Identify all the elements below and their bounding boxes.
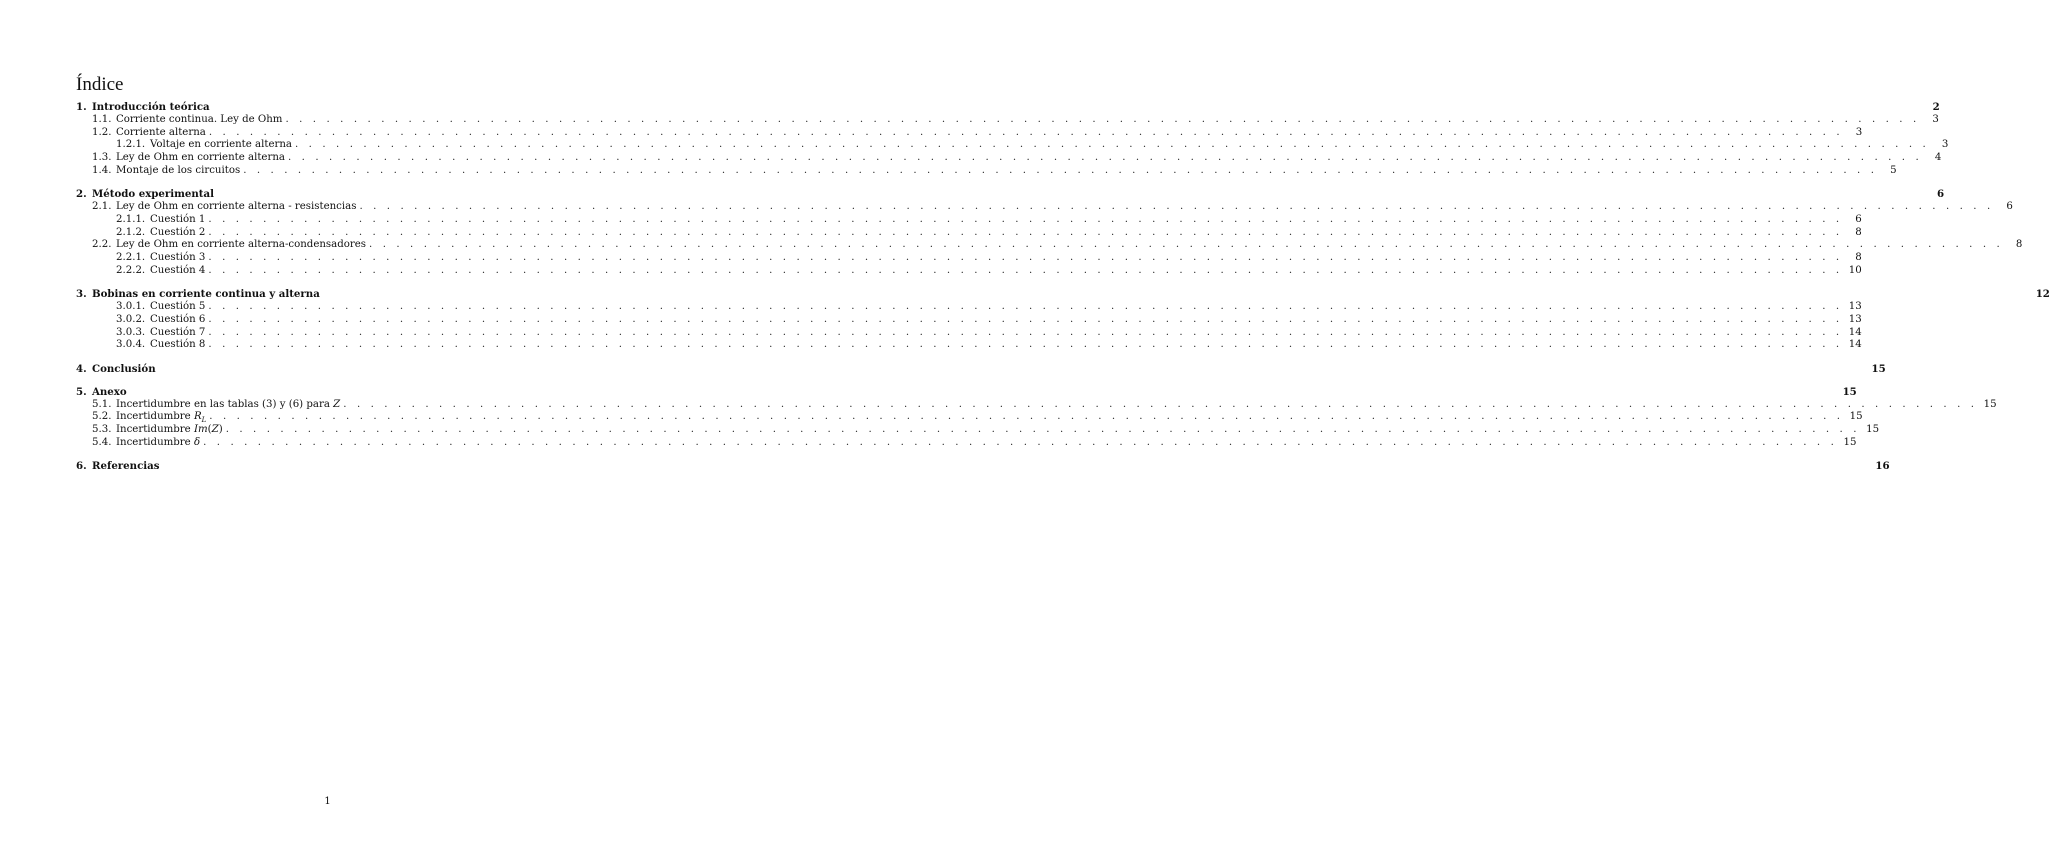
toc-entry-label: Corriente alterna: [116, 126, 206, 138]
table-of-contents: [76, 101, 2050, 473]
toc-entry-number: 1.4.: [92, 164, 112, 176]
dot-leader: . . . . . . . . . . . . . . . . . . . . . . . . . . . . . . . . . . . . . . . . . . . . . . . . . . . . . . . . . . . . . . . . . . . . . . . . . . . . . . . . . . . . . . . . . . . . . . . . . . . . . . . . . . . . . . . . . . . . . . . .: [209, 411, 1844, 423]
toc-subsubsection[interactable]: [76, 313, 1862, 327]
toc-entry-page: 15: [1866, 424, 1880, 436]
toc-entry-page: 4: [1934, 152, 1942, 164]
toc-entry-number: 2.2.: [92, 239, 112, 251]
dot-leader: . . . . . . . . . . . . . . . . . . . . . . . . . . . . . . . . . . . . . . . . . . . . . . . . . . . . . . . . . . . . . . . . . . . . . . . . . . . . . . . . . . . . . . . . . . . . . . . . . . . . . . . . . . . . . . . . . . . . . . . .: [343, 398, 1978, 410]
dot-leader: . . . . . . . . . . . . . . . . . . . . . . . . . . . . . . . . . . . . . . . . . . . . . . . . . . . . . . . . . . . . . . . . . . . . . . . . . . . . . . . . . . . . . . . . . . . . . . . . . . . . . . . . . . . . . . . . . . . . . . . .: [208, 226, 1843, 238]
toc-subsubsection[interactable]: [76, 300, 1862, 314]
toc-entry-number: 3.0.2.: [116, 313, 146, 325]
toc-entry-page: 14: [1848, 326, 1862, 338]
toc-entry-page: 13: [1848, 300, 1862, 312]
toc-entry-number: 5.2.: [92, 411, 112, 423]
dot-leader: . . . . . . . . . . . . . . . . . . . . . . . . . . . . . . . . . . . . . . . . . . . . . . . . . . . . . . . . . . . . . . . . . . . . . . . . . . . . . . . . . . . . . . . . . . . . . . . . . . . . . . . . . . . . . . . . . . . . . . . .: [285, 113, 1920, 125]
toc-entry-label: Cuestión 7: [150, 326, 206, 338]
toc-entry-number: 5.1.: [92, 398, 112, 410]
toc-subsection[interactable]: [76, 200, 2013, 214]
toc-entry-number: 5.: [76, 385, 87, 398]
toc-subsection[interactable]: [76, 424, 1880, 437]
toc-entry-label: Cuestión 6: [150, 313, 206, 325]
toc-entry-label: Corriente continua. Ley de Ohm: [116, 113, 283, 125]
toc-entry-label: Cuestión 4: [150, 264, 206, 276]
dot-leader: . . . . . . . . . . . . . . . . . . . . . . . . . . . . . . . . . . . . . . . . . . . . . . . . . . . . . . . . . . . . . . . . . . . . . . . . . . . . . . . . . . . . . . . . . . . . . . . . . . . . . . . . . . . . . . . . . . . . . . . .: [243, 164, 1878, 176]
dot-leader: . . . . . . . . . . . . . . . . . . . . . . . . . . . . . . . . . . . . . . . . . . . . . . . . . . . . . . . . . . . . . . . . . . . . . . . . . . . . . . . . . . . . . . . . . . . . . . . . . . . . . . . . . . . . . . . . . . . . . . . .: [208, 126, 1844, 138]
toc-entry-label: Ley de Ohm en corriente alterna: [116, 152, 285, 164]
toc-entry-number: 3.: [76, 288, 87, 301]
toc-subsection[interactable]: [76, 126, 1863, 140]
toc-entry-page: 8: [1855, 226, 1862, 238]
toc-section[interactable]: [76, 101, 1940, 114]
dot-leader: . . . . . . . . . . . . . . . . . . . . . . . . . . . . . . . . . . . . . . . . . . . . . . . . . . . . . . . . . . . . . . . . . . . . . . . . . . . . . . . . . . . . . . . . . . . . . . . . . . . . . . . . . . . . . . . . . . . . . . . .: [287, 152, 1923, 164]
toc-entry-page: 2: [1932, 101, 1940, 113]
toc-entry-page: 3: [1941, 139, 1949, 151]
toc-entry-page: 16: [1875, 460, 1890, 473]
toc-section[interactable]: [76, 362, 1886, 376]
toc-entry-page: 14: [1848, 339, 1862, 351]
toc-subsection[interactable]: [76, 113, 1939, 127]
toc-entry-label: Anexo: [92, 385, 127, 398]
toc-subsubsection[interactable]: [76, 339, 1862, 352]
toc-entry-label: Cuestión 3: [150, 252, 206, 264]
toc-entry-label: Incertidumbre $R_L$: [116, 411, 207, 425]
toc-entry-number: 1.2.: [92, 126, 112, 138]
toc-entry-page: 15: [1871, 362, 1886, 375]
dot-leader: . . . . . . . . . . . . . . . . . . . . . . . . . . . . . . . . . . . . . . . . . . . . . . . . . . . . . . . . . . . . . . . . . . . . . . . . . . . . . . . . . . . . . . . . . . . . . . . . . . . . . . . . . . . . . . . . . . . . . . . .: [208, 300, 1843, 312]
toc-entry-number: 1.3.: [92, 152, 112, 164]
dot-leader: . . . . . . . . . . . . . . . . . . . . . . . . . . . . . . . . . . . . . . . . . . . . . . . . . . . . . . . . . . . . . . . . . . . . . . . . . . . . . . . . . . . . . . . . . . . . . . . . . . . . . . . . . . . . . . . . . . . . . . . .: [208, 264, 1843, 276]
dot-leader: . . . . . . . . . . . . . . . . . . . . . . . . . . . . . . . . . . . . . . . . . . . . . . . . . . . . . . . . . . . . . . . . . . . . . . . . . . . . . . . . . . . . . . . . . . . . . . . . . . . . . . . . . . . . . . . . . . . . . . . .: [359, 200, 1994, 212]
dot-leader: . . . . . . . . . . . . . . . . . . . . . . . . . . . . . . . . . . . . . . . . . . . . . . . . . . . . . . . . . . . . . . . . . . . . . . . . . . . . . . . . . . . . . . . . . . . . . . . . . . . . . . . . . . . . . . . . . . . . . . . .: [203, 436, 1838, 448]
toc-section[interactable]: [76, 188, 1945, 201]
dot-leader: . . . . . . . . . . . . . . . . . . . . . . . . . . . . . . . . . . . . . . . . . . . . . . . . . . . . . . . . . . . . . . . . . . . . . . . . . . . . . . . . . . . . . . . . . . . . . . . . . . . . . . . . . . . . . . . . . . . . . . . .: [369, 239, 2004, 251]
toc-entry-label: Voltaje en corriente alterna: [150, 139, 292, 151]
toc-entry-number: 2.: [76, 188, 87, 201]
toc-entry-number: 3.0.3.: [116, 326, 146, 338]
toc-entry-number: 2.1.1.: [116, 213, 146, 225]
toc-entry-label: Cuestión 5: [150, 300, 206, 312]
toc-entry-label: Incertidumbre δ: [116, 436, 201, 448]
dot-leader: . . . . . . . . . . . . . . . . . . . . . . . . . . . . . . . . . . . . . . . . . . . . . . . . . . . . . . . . . . . . . . . . . . . . . . . . . . . . . . . . . . . . . . . . . . . . . . . . . . . . . . . . . . . . . . . . . . . . . . . .: [208, 326, 1843, 338]
dot-leader: . . . . . . . . . . . . . . . . . . . . . . . . . . . . . . . . . . . . . . . . . . . . . . . . . . . . . . . . . . . . . . . . . . . . . . . . . . . . . . . . . . . . . . . . . . . . . . . . . . . . . . . . . . . . . . . . . . . . . . . .: [208, 313, 1843, 325]
toc-entry-page: 15: [1842, 385, 1857, 398]
toc-entry-page: 15: [1983, 398, 1997, 410]
toc-entry-page: 12: [2035, 288, 2050, 301]
toc-entry-number: 2.2.1.: [116, 252, 146, 264]
toc-entry-label: Método experimental: [92, 188, 214, 201]
toc-entry-page: 3: [1855, 126, 1863, 138]
toc-subsubsection[interactable]: [76, 139, 1949, 152]
toc-entry-label: Bobinas en corriente continua y alterna: [92, 288, 320, 301]
toc-entry-page: 15: [1849, 411, 1863, 423]
page-title: Índice: [76, 74, 124, 95]
dot-leader: . . . . . . . . . . . . . . . . . . . . . . . . . . . . . . . . . . . . . . . . . . . . . . . . . . . . . . . . . . . . . . . . . . . . . . . . . . . . . . . . . . . . . . . . . . . . . . . . . . . . . . . . . . . . . . . . . . . . . . . .: [208, 213, 1843, 225]
toc-entry-number: 3.0.4.: [116, 339, 146, 351]
toc-entry-number: 3.0.1.: [116, 300, 146, 312]
toc-entry-number: 5.4.: [92, 436, 112, 448]
toc-subsubsection[interactable]: [76, 226, 1862, 240]
toc-section[interactable]: [76, 288, 2050, 301]
dot-leader: . . . . . . . . . . . . . . . . . . . . . . . . . . . . . . . . . . . . . . . . . . . . . . . . . . . . . . . . . . . . . . . . . . . . . . . . . . . . . . . . . . . . . . . . . . . . . . . . . . . . . . . . . . . . . . . . . . . . . . . .: [294, 139, 1930, 151]
toc-entry-label: Ley de Ohm en corriente alterna-condensadores: [116, 239, 367, 251]
toc-subsubsection[interactable]: [76, 252, 1862, 265]
toc-subsection[interactable]: [76, 152, 1942, 165]
toc-entry-label: Incertidumbre en las tablas (3) y (6) para Z: [116, 398, 341, 410]
toc-entry-number: 5.3.: [92, 424, 112, 436]
toc-subsection[interactable]: [76, 436, 1857, 450]
toc-entry-page: 15: [1843, 436, 1857, 448]
toc-subsection[interactable]: [76, 239, 2023, 252]
toc-subsubsection[interactable]: [76, 264, 1862, 278]
toc-entry-page: 10: [1848, 264, 1862, 276]
toc-entry-page: 6: [1936, 188, 1945, 201]
toc-entry-page: 13: [1848, 313, 1862, 325]
toc-subsubsection[interactable]: [76, 213, 1862, 227]
toc-entry-label: Montaje de los circuitos: [116, 164, 241, 176]
toc-entry-page: 6: [2006, 200, 2013, 212]
toc-section[interactable]: [76, 460, 1890, 473]
toc-entry-number: 2.1.: [92, 200, 112, 212]
toc-entry-label: Cuestión 8: [150, 339, 206, 351]
toc-entry-page: 5: [1890, 164, 1897, 176]
toc-subsection[interactable]: [76, 398, 1997, 412]
toc-subsection[interactable]: [76, 411, 1863, 425]
toc-entry-label: Introducción teórica: [92, 101, 210, 113]
toc-entry-label: Referencias: [92, 460, 160, 473]
toc-entry-number: 1.1.: [92, 113, 112, 125]
toc-entry-number: 2.2.2.: [116, 264, 146, 276]
toc-entry-page: 8: [2015, 239, 2023, 251]
toc-entry-page: 8: [1855, 252, 1862, 264]
toc-entry-page: 3: [1932, 113, 1939, 125]
toc-entry-page: 6: [1855, 213, 1862, 225]
toc-entry-label: Ley de Ohm en corriente alterna - resistencias: [116, 200, 357, 212]
toc-entry-number: 2.1.2.: [116, 226, 146, 238]
toc-subsection[interactable]: [76, 164, 1897, 178]
toc-section[interactable]: [76, 385, 1857, 399]
toc-entry-number: 6.: [76, 460, 87, 473]
toc-entry-number: 1.: [76, 101, 87, 113]
dot-leader: . . . . . . . . . . . . . . . . . . . . . . . . . . . . . . . . . . . . . . . . . . . . . . . . . . . . . . . . . . . . . . . . . . . . . . . . . . . . . . . . . . . . . . . . . . . . . . . . . . . . . . . . . . . . . . . . . . . . . . . .: [225, 424, 1861, 436]
toc-entry-label: Conclusión: [92, 362, 156, 375]
dot-leader: . . . . . . . . . . . . . . . . . . . . . . . . . . . . . . . . . . . . . . . . . . . . . . . . . . . . . . . . . . . . . . . . . . . . . . . . . . . . . . . . . . . . . . . . . . . . . . . . . . . . . . . . . . . . . . . . . . . . . . . .: [208, 339, 1843, 351]
dot-leader: . . . . . . . . . . . . . . . . . . . . . . . . . . . . . . . . . . . . . . . . . . . . . . . . . . . . . . . . . . . . . . . . . . . . . . . . . . . . . . . . . . . . . . . . . . . . . . . . . . . . . . . . . . . . . . . . . . . . . . . .: [208, 252, 1843, 264]
toc-entry-label: Cuestión 1: [150, 213, 206, 225]
toc-entry-number: 4.: [76, 362, 87, 375]
toc-entry-number: 1.2.1.: [116, 139, 146, 151]
page-number: 1: [324, 796, 331, 807]
toc-entry-label: Cuestión 2: [150, 226, 206, 238]
toc-subsubsection[interactable]: [76, 326, 1862, 340]
toc-entry-label: Incertidumbre Im(Z): [116, 424, 223, 436]
